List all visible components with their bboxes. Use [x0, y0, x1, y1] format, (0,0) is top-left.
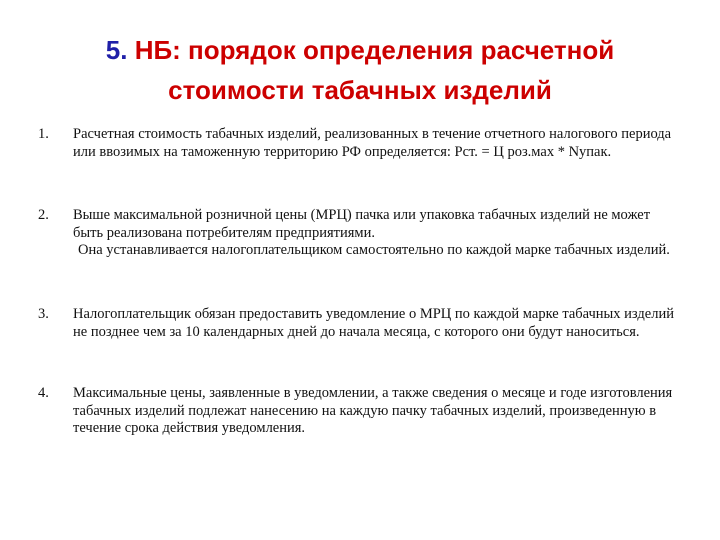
- title-line-1: [30, 30, 690, 70]
- list-item-body: [73, 126, 683, 161]
- list-marker: 3.: [38, 306, 49, 322]
- list-item-text: Выше максимальной розничной цены (МРЦ) пачка или упаковка табачных изделий не может быть реализована потребителям предприятиями.: [73, 207, 651, 241]
- slide-title: [30, 30, 690, 110]
- list-item-text: Расчетная стоимость табачных изделий, реализованных в течение отчетного налогового периода или ввозимых на таможенную территорию РФ определяется: Рст. = Ц роз.мах * Nупак.: [73, 126, 672, 160]
- list-item-text: Налогоплательщик обязан предоставить уведомление о МРЦ по каждой марке табачных изделий не позднее чем за 10 календарных дней до начала месяца, с которого они будут наноситься.: [73, 306, 674, 340]
- list-item-body: [73, 207, 683, 260]
- list-item-body: [73, 385, 683, 438]
- title-text-line-1: НБ: порядок определения расчетной: [134, 35, 615, 65]
- list-marker: 1.: [38, 126, 49, 142]
- title-number: 5.: [105, 35, 128, 65]
- title-text-line-2: стоимости табачных изделий: [168, 75, 552, 105]
- list-item-extra-text: Она устанавливается налогоплательщиком самостоятельно по каждой марке табачных изделий.: [78, 242, 670, 258]
- list-item-body: [73, 306, 683, 341]
- list-marker: 4.: [38, 385, 49, 401]
- list-item-text: Максимальные цены, заявленные в уведомлении, а также сведения о месяце и годе изготовления табачных изделий подлежат нанесению на каждую пачку табачных изделий, произведенную в течение срока действия уведомления.: [73, 385, 673, 436]
- list-marker: 2.: [38, 207, 49, 223]
